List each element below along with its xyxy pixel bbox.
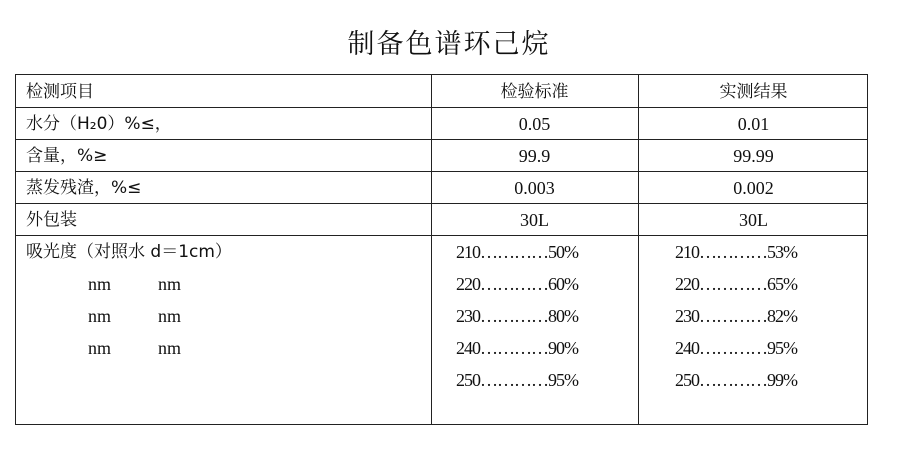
row-standard-residue: 0.003 — [514, 178, 555, 198]
row-divider — [16, 235, 867, 236]
row-result-residue: 0.002 — [733, 178, 774, 198]
row-divider — [16, 139, 867, 140]
row-result-water: 0.01 — [737, 114, 770, 134]
unit-label: nm — [158, 306, 182, 326]
row-divider — [16, 107, 867, 108]
absorbance-result-line: 240…………95% — [675, 338, 797, 358]
absorbance-standard-line: 240…………90% — [456, 338, 578, 358]
row-standard-content: 99.9 — [518, 146, 551, 166]
unit-label: nm — [158, 338, 182, 358]
absorbance-result-line: 220…………65% — [675, 274, 797, 294]
spec-table — [15, 74, 868, 425]
absorbance-result-line: 210…………53% — [675, 242, 797, 262]
row-item-packaging: 外包装 — [26, 210, 77, 230]
absorbance-standard-line: 210…………50% — [456, 242, 578, 262]
absorbance-standard-line: 250…………95% — [456, 370, 578, 390]
row-divider — [16, 203, 867, 204]
absorbance-result-line: 250…………99% — [675, 370, 797, 390]
row-item-content: 含量，%≥ — [26, 146, 108, 166]
row-standard-packaging: 30L — [520, 210, 549, 230]
absorbance-result-line: 230…………82% — [675, 306, 797, 326]
row-result-packaging: 30L — [739, 210, 768, 230]
absorbance-standard-line: 230…………80% — [456, 306, 578, 326]
unit-label: nm — [88, 338, 112, 358]
row-item-water: 水分（H₂0）%≤， — [26, 114, 172, 134]
unit-label: nm — [88, 306, 112, 326]
unit-label: nm — [158, 274, 182, 294]
absorbance-standard-line: 220…………60% — [456, 274, 578, 294]
header-item: 检测项目 — [26, 82, 94, 102]
unit-label: nm — [88, 274, 112, 294]
header-result: 实测结果 — [719, 82, 788, 102]
row-standard-water: 0.05 — [518, 114, 551, 134]
row-item-residue: 蒸发残渣，%≤ — [26, 178, 142, 198]
row-divider — [16, 171, 867, 172]
page-title: 制备色谱环己烷 — [347, 29, 551, 60]
header-standard: 检验标准 — [500, 82, 569, 102]
row-item-absorbance: 吸光度（对照水 d＝1cm） — [26, 242, 232, 262]
row-result-content: 99.99 — [733, 146, 774, 166]
